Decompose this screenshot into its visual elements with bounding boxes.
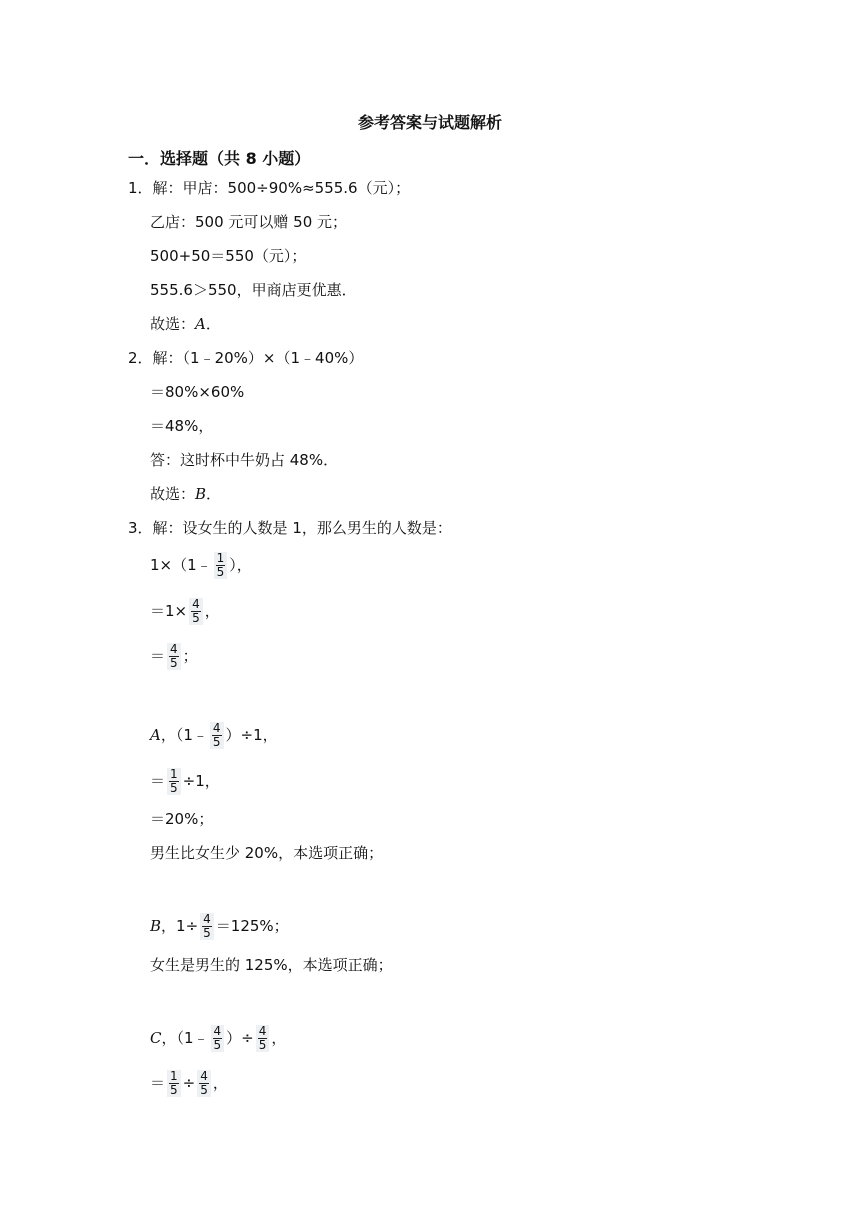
- answer-label: 故选：: [150, 315, 196, 333]
- q2-answer: [150, 483, 221, 505]
- fraction-four-fifths: [189, 598, 203, 625]
- q3-calc-3: [150, 643, 198, 670]
- q2-line-3: ＝48%，: [150, 417, 214, 435]
- fraction-numerator: 1: [216, 551, 225, 565]
- expr-text: ，: [212, 1074, 228, 1092]
- fraction-numerator: 4: [258, 1024, 267, 1038]
- fraction-four-fifths: [167, 643, 181, 670]
- q1-answer: [150, 313, 221, 335]
- option-b-line-1: [150, 913, 289, 940]
- fraction-four-fifths: [210, 722, 224, 749]
- fraction-numerator: 4: [212, 721, 221, 735]
- q1-line-1: 1．解：甲店：500÷90%≈555.6（元）；: [128, 179, 411, 197]
- option-a-line-2: [150, 768, 220, 795]
- expr-text: 1×（1﹣: [150, 556, 212, 574]
- fraction-numerator: 4: [203, 912, 211, 926]
- expr-text: ）÷1，: [225, 726, 278, 744]
- expr-text: ＝: [150, 1074, 166, 1092]
- expr-text: ，: [204, 602, 220, 620]
- answer-period: ．: [206, 485, 222, 503]
- fraction-denominator: 5: [170, 1083, 178, 1097]
- q2-line-4: 答：这时杯中牛奶占 48%．: [150, 451, 339, 469]
- option-c-line-2: [150, 1070, 228, 1097]
- q3-calc-1: [150, 552, 252, 579]
- expr-text: ；: [182, 647, 198, 665]
- expr-text: ＝: [150, 647, 166, 665]
- fraction-denominator: 5: [213, 1038, 222, 1052]
- expr-text: ，1÷: [161, 917, 199, 935]
- expr-text: ＝125%；: [215, 917, 289, 935]
- expr-text: ＝1×: [150, 602, 188, 620]
- option-a-line-1: [150, 722, 278, 749]
- expr-text: ），: [229, 556, 252, 574]
- q1-line-3: 500+50＝550（元）；: [150, 247, 307, 265]
- q2-line-1: 2．解：（1﹣20%）×（1﹣40%）: [128, 349, 364, 367]
- section-heading: 一．选择题（共 8 小题）: [128, 149, 311, 168]
- option-c-line-1: [150, 1025, 286, 1052]
- fraction-denominator: 5: [258, 1038, 267, 1052]
- fraction-numerator: 4: [213, 1024, 222, 1038]
- option-a-line-3: ＝20%；: [150, 810, 214, 828]
- answer-option: A: [195, 315, 206, 333]
- fraction-numerator: 1: [170, 767, 178, 781]
- expr-text: ，: [271, 1029, 287, 1047]
- expr-text: ，（1﹣: [161, 1029, 209, 1047]
- answer-option: B: [195, 485, 207, 503]
- fraction-denominator: 5: [212, 735, 221, 749]
- fraction-denominator: 5: [170, 781, 178, 795]
- fraction-numerator: 4: [170, 642, 178, 656]
- fraction-denominator: 5: [192, 611, 200, 625]
- expr-text: ，（1﹣: [160, 726, 208, 744]
- fraction-four-fifths: [211, 1025, 225, 1052]
- expr-text: ＝: [150, 772, 166, 790]
- option-letter: A: [150, 726, 161, 744]
- fraction-denominator: 5: [216, 565, 225, 579]
- fraction-numerator: 4: [192, 597, 200, 611]
- q1-line-2: 乙店：500 元可以赠 50 元；: [150, 213, 348, 231]
- fraction-four-fifths: [256, 1025, 270, 1052]
- fraction-numerator: 4: [200, 1069, 208, 1083]
- expr-text: ÷1，: [182, 772, 220, 790]
- fraction-denominator: 5: [203, 926, 211, 940]
- q3-line-1: 3．解：设女生的人数是 1，那么男生的人数是：: [128, 519, 452, 537]
- answer-period: ．: [205, 315, 221, 333]
- option-b-line-2: 女生是男生的 125%，本选项正确；: [150, 956, 393, 974]
- fraction-four-fifths: [200, 913, 214, 940]
- q3-calc-2: [150, 598, 220, 625]
- fraction-numerator: 1: [170, 1069, 178, 1083]
- expr-text: ÷: [182, 1074, 196, 1092]
- fraction-one-fifth: [167, 1070, 181, 1097]
- expr-text: ）÷: [226, 1029, 254, 1047]
- fraction-four-fifths: [197, 1070, 211, 1097]
- fraction-one-fifth: [167, 768, 181, 795]
- option-letter: B: [150, 917, 162, 935]
- page-title: 参考答案与试题解析: [357, 113, 502, 132]
- q1-line-4: 555.6＞550，甲商店更优惠．: [150, 281, 357, 299]
- option-letter: C: [150, 1029, 162, 1047]
- q2-line-2: ＝80%×60%: [150, 383, 245, 401]
- option-a-line-4: 男生比女生少 20%，本选项正确；: [150, 844, 384, 862]
- fraction-denominator: 5: [170, 656, 178, 670]
- answer-label: 故选：: [150, 485, 196, 503]
- fraction-one-fifth: [214, 552, 228, 579]
- fraction-denominator: 5: [200, 1083, 208, 1097]
